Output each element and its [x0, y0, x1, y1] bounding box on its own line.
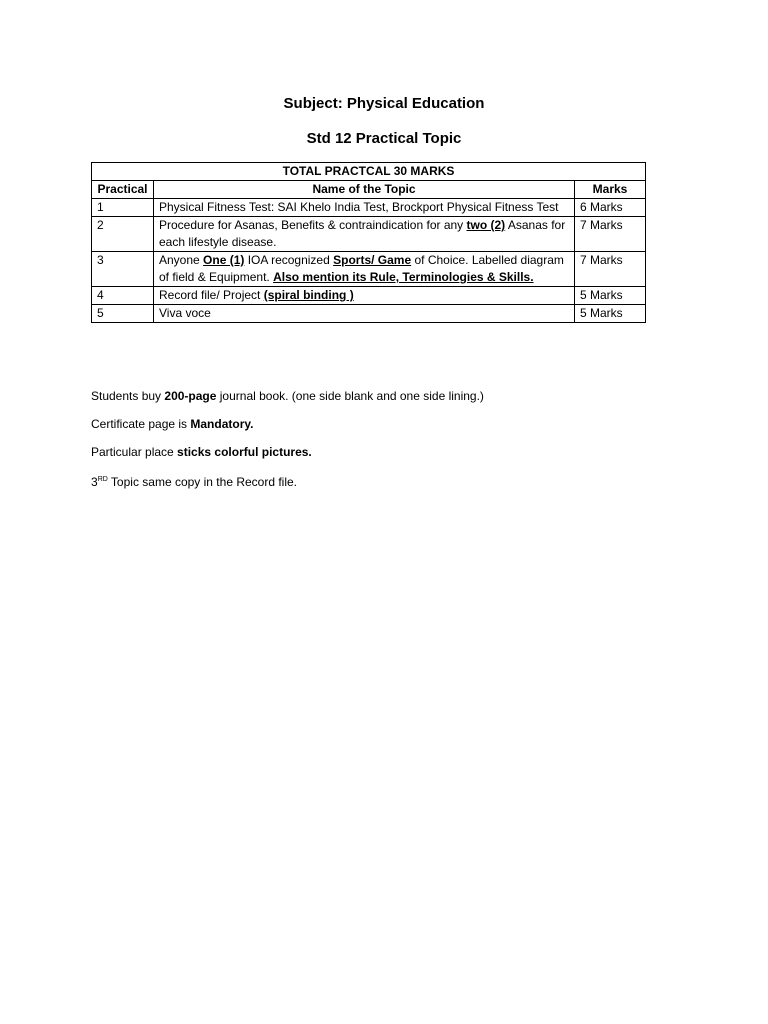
topic-emphasis: One (1) — [203, 253, 245, 267]
marks-value: 5 Marks — [575, 287, 646, 305]
note-emphasis: 200-page — [164, 389, 217, 403]
note-text: 3 — [91, 475, 98, 489]
practical-topics-table — [91, 162, 646, 323]
table-row — [92, 305, 646, 323]
column-header-topic: Name of the Topic — [154, 181, 575, 199]
note-pictures — [91, 444, 312, 460]
note-text: Topic same copy in the Record file. — [107, 475, 298, 489]
topic-text: of Choice. Labelled diagram of field & Equipment. — [159, 253, 564, 284]
table-row — [92, 199, 646, 217]
marks-value: 6 Marks — [575, 199, 646, 217]
table-row — [92, 287, 646, 305]
topic-text: Asanas for each lifestyle disease. — [159, 218, 566, 249]
note-superscript: RD — [97, 476, 108, 483]
note-text: Particular place — [91, 445, 178, 459]
topic-name: Physical Fitness Test: SAI Khelo India Test, Brockport Physical Fitness Test — [154, 199, 575, 217]
topic-text: Procedure for Asanas, Benefits & contraindication for any — [159, 218, 467, 232]
note-text: Certificate page is — [91, 417, 191, 431]
topic-text: Anyone — [159, 253, 204, 267]
note-record-file — [91, 472, 297, 490]
topic-emphasis: Also mention its Rule, Terminologies & Skills. — [273, 270, 534, 284]
note-text: journal book. (one side blank and one side lining.) — [216, 389, 484, 403]
marks-value: 7 Marks — [575, 217, 646, 252]
practical-number: 5 — [92, 305, 154, 323]
subject-heading: Subject: Physical Education — [283, 95, 485, 112]
practical-number: 1 — [92, 199, 154, 217]
topic-emphasis: (spiral binding ) — [263, 288, 354, 302]
marks-value: 5 Marks — [575, 305, 646, 323]
topic-title: Std 12 Practical Topic — [306, 130, 462, 147]
topic-name — [154, 252, 575, 287]
topic-name: Viva voce — [154, 305, 575, 323]
table-row — [92, 252, 646, 287]
total-marks-heading: TOTAL PRACTCAL 30 MARKS — [92, 163, 646, 181]
table-header-row — [92, 181, 646, 199]
marks-value: 7 Marks — [575, 252, 646, 287]
table-total-row — [92, 163, 646, 181]
note-journal — [91, 388, 484, 404]
note-emphasis: Mandatory. — [190, 417, 254, 431]
topic-name — [154, 217, 575, 252]
note-certificate — [91, 416, 254, 432]
topic-text: IOA recognized — [244, 253, 334, 267]
topic-emphasis: two (2) — [466, 218, 506, 232]
practical-number: 3 — [92, 252, 154, 287]
topic-text: Record file/ Project — [159, 288, 264, 302]
note-text: Students buy — [91, 389, 165, 403]
table-row — [92, 217, 646, 252]
practical-number: 4 — [92, 287, 154, 305]
topic-emphasis: Sports/ Game — [333, 253, 412, 267]
column-header-marks: Marks — [575, 181, 646, 199]
column-header-practical: Practical — [92, 181, 154, 199]
topic-name — [154, 287, 575, 305]
practical-number: 2 — [92, 217, 154, 252]
note-emphasis: sticks colorful pictures. — [177, 445, 312, 459]
